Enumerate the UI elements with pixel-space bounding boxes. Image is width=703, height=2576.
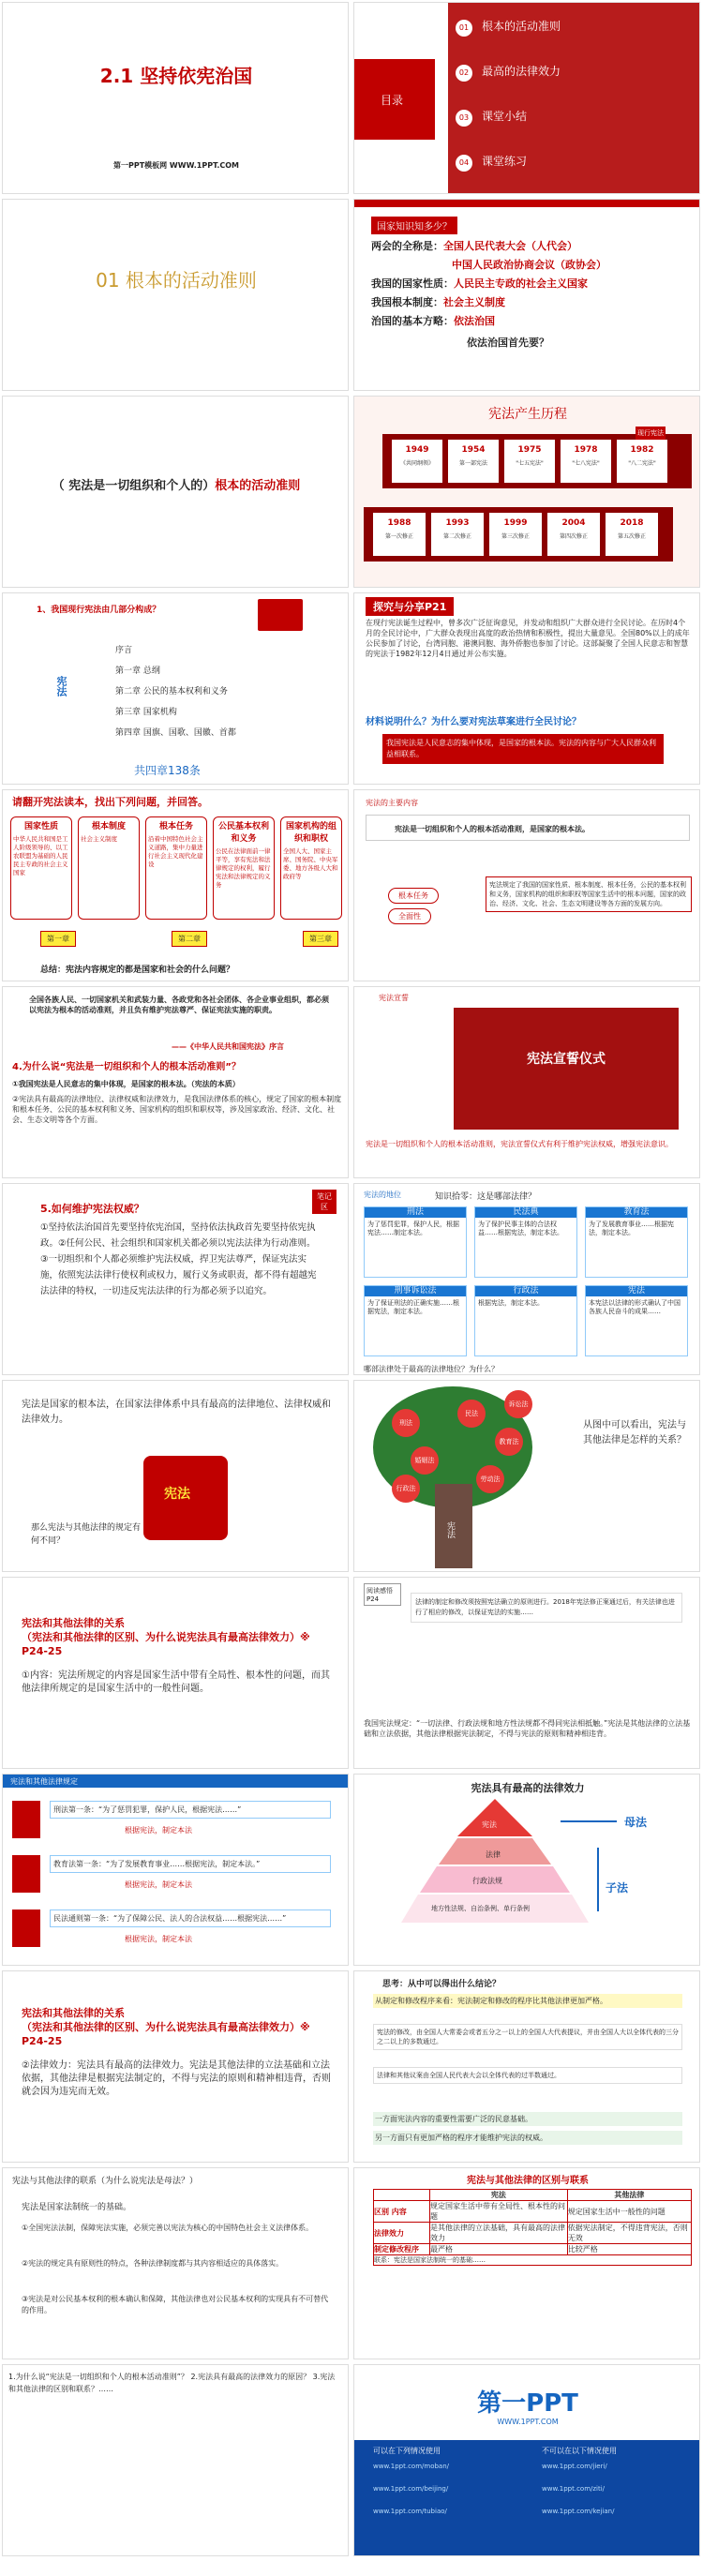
section-heading: 01 根本的活动准则 — [96, 269, 257, 292]
red-book-image — [258, 599, 303, 631]
history-title: 宪法产生历程 — [488, 407, 567, 422]
history-amend-label: 第二次修正 — [442, 533, 471, 540]
conclusion-point-1: 从制定和修改程序来看：宪法制定和修改的程序比其他法律更加严格。 — [373, 1994, 682, 2008]
reading2-tag: 阅读感悟 P24 — [364, 1583, 401, 1606]
reading-chapter-tag: 第一章 — [40, 931, 76, 947]
slide-law-examples — [2, 1774, 349, 1966]
end-link[interactable]: www.1ppt.com/tubiao/ — [373, 2508, 447, 2515]
end-h2: 不可以在以下情况使用 — [542, 2447, 617, 2455]
fundamental-book: 宪法 — [164, 1487, 190, 1502]
toc-item-4[interactable]: 04 课堂练习 — [456, 151, 527, 172]
tree-trunk-label: 宪法 — [445, 1521, 455, 1538]
preamble-text: 全国各族人民、一切国家机关和武装力量、各政党和各社会团体、各企业事业组织，都必须以宪法为根本的活动准则，并且负有维护宪法尊严、保证宪法实施的职责。 — [29, 996, 329, 1014]
content-p1: 宪法是一切组织和个人的根本活动准则，是国家的根本法。 — [395, 825, 590, 833]
law-card-body: 为了保证刑法的正确实施……根据宪法，制定本法。 — [367, 1299, 459, 1315]
history-amend-year: 1999 — [503, 518, 528, 528]
history-year-label: 第一部宪法 — [458, 460, 487, 467]
slide-summary — [2, 2364, 349, 2556]
history-year: 1975 — [517, 445, 542, 455]
reading-column-head: 根本制度 — [91, 822, 126, 831]
tree-fruit: 婚姻法 — [411, 1446, 439, 1475]
law-card-body: 为了惩罚犯罪，保护人民，根据宪法……制定本法。 — [367, 1221, 459, 1236]
pyramid-mother-label: 母法 — [624, 1816, 648, 1829]
link-item-3: ③宪法是对公民基本权利的根本确认和保障，其他法律也对公民基本权利的实现具有不可替代的作用。 — [22, 2295, 329, 2314]
law-example-row — [12, 1906, 340, 1954]
law-card — [585, 1285, 688, 1356]
tree-fruit: 民法 — [457, 1400, 486, 1428]
slide-activity-rule: （ 宪法是一切组织和个人的）根本的活动准则 — [2, 396, 349, 588]
history-amend-1993 — [431, 513, 484, 556]
law-card-title: 刑事诉讼法 — [365, 1286, 466, 1296]
preamble-answer-1: ①我国宪法是人民意志的集中体现，是国家的根本法。（宪法的本质） — [12, 1080, 240, 1088]
end-link[interactable]: www.1ppt.com/jieri/ — [542, 2463, 607, 2470]
relation2-subheading: （宪法和其他法律的区别、为什么说宪法具有最高法律效力）※ P24-25 — [22, 2021, 310, 2047]
toc-item-3[interactable]: 03 课堂小结 — [456, 106, 527, 127]
law-example-basis: 根据宪法，制定本法 — [125, 1880, 192, 1889]
relation1-heading: 宪法和其他法律的关系 — [22, 1617, 125, 1629]
link-item-1: ①全国宪法法制，保障宪法实施，必须完善以宪法为核心的中国特色社会主义法律体系。 — [22, 2224, 314, 2232]
end-link[interactable]: www.1ppt.com/beijing/ — [373, 2485, 449, 2493]
slide-reading-2 — [353, 1577, 700, 1769]
pyramid-level-1: 宪法 — [482, 1820, 497, 1829]
explore-body: 在现行宪法诞生过程中，曾多次广泛征询意见，并发动和组织广大群众进行全民讨论。在历时4个月的全民讨论中，广大群众表现出高度的政治热情和积极性，提出大量意见。全国80%以上的成年公民参加了讨论，台湾同胞、港澳同胞、海外侨胞也参加了讨论。这部凝聚了全国人民意志和智慧的宪法于1982年12月4日通过并公布实施。 — [366, 619, 690, 658]
slide-oath — [353, 986, 700, 1178]
reading-chapter-tag: 第二章 — [172, 931, 207, 947]
law-card-body: 为了保护民事主体的合法权益……根据宪法，制定本法。 — [478, 1221, 563, 1236]
law-book-icon — [12, 1801, 40, 1838]
law-book-icon — [12, 1855, 40, 1893]
slide-conclusion — [353, 1970, 700, 2163]
conclusion-point-2: 宪法的修改，由全国人大常委会或者五分之一以上的全国人大代表提议，并由全国人大以全体代表的三分之二以上的多数通过。 — [373, 2024, 682, 2050]
subtitle: 第一PPT模板网 WWW.1PPT.COM — [112, 161, 240, 170]
law-book-icon — [12, 1910, 40, 1947]
history-year: 1949 — [405, 445, 429, 455]
relation2-heading: 宪法和其他法律的关系 — [22, 2007, 125, 2019]
pyramid-child-label: 子法 — [606, 1881, 629, 1895]
fundamental-text: 宪法是国家的根本法，在国家法律体系中具有最高的法律地位、法律权威和法律效力。 — [22, 1400, 331, 1425]
oath-tag: 宪法宣誓 — [379, 994, 409, 1002]
content-button-1[interactable]: 根本任务 — [388, 888, 439, 904]
conclusion-bullet-2: 另一方面只有更加严格的程序才能维护宪法的权威。 — [373, 2131, 682, 2145]
pyramid-level-3: 行政法规 — [472, 1877, 502, 1885]
law-example-text: 教育法第一条：“为了发展教育事业……根据宪法，制定本法。” — [50, 1855, 331, 1873]
law-card-title: 宪法 — [586, 1286, 687, 1296]
toc-item-1[interactable]: 01 根本的活动准则 — [456, 16, 561, 37]
reading-column-body: 公民在法律面前一律平等，享有宪法和法律规定的权利，履行宪法和法律规定的义务 — [216, 847, 271, 889]
preamble-question: 4.为什么说“宪法是一切组织和个人的根本活动准则”？ — [12, 1062, 241, 1072]
history-year-1978 — [561, 440, 611, 483]
history-amend-label: 第五次修正 — [617, 533, 646, 540]
content-note: 宪法规定了我国的国家性质、根本制度、根本任务，公民的基本权利和义务，国家机构的组织和职权等国家生活中的根本问题，国家的政治、经济、文化、社会、生态文明建设等各方面的发展方向。 — [486, 876, 692, 912]
end-h1: 可以在下列情况使用 — [373, 2447, 441, 2455]
history-amend-1999 — [489, 513, 542, 556]
conclusion-point-3: 法律和其他议案由全国人民代表大会以全体代表的过半数通过。 — [373, 2067, 682, 2084]
law-card — [585, 1206, 688, 1278]
link-item-2: ②宪法的规定具有原则性的特点，各种法律制度都与其内容相适应的具体落实。 — [22, 2259, 284, 2268]
which-question: 知识拾零：这是哪部法律？ — [435, 1192, 537, 1202]
history-year-label: "八二宪法" — [628, 460, 656, 467]
toc-item-2[interactable]: 02 最高的法律效力 — [456, 61, 561, 82]
note-tab: 笔记区 — [312, 1190, 337, 1214]
history-amend-label: 第一次修正 — [384, 533, 413, 540]
oath-caption: 宪法是一切组织和个人的根本活动准则，宪法宣誓仪式有利于维护宪法权威，增强宪法意识。 — [366, 1140, 673, 1148]
slide-explore — [353, 592, 700, 785]
book-label: 宪法 — [55, 676, 67, 696]
slide-pyramid — [353, 1774, 700, 1966]
history-year: 1982 — [630, 445, 654, 455]
law-example-text: 刑法第一条：“为了惩罚犯罪，保护人民，根据宪法……” — [50, 1801, 331, 1819]
link-p1: 宪法是国家法制统一的基础。 — [22, 2203, 132, 2212]
pyramid-title: 宪法具有最高的法律效力 — [471, 1782, 585, 1794]
reading-column-body: 全国人大、国家主席、国务院、中央军委、地方各级人大和政府等 — [283, 847, 338, 880]
relation1-answer: ①内容：宪法所规定的内容是国家生活中带有全局性、根本性的问题，而其他法律所规定的是国家生活中的一般性问题。 — [22, 1670, 330, 1694]
preamble-source: ——《中华人民共和国宪法》序言 — [172, 1042, 284, 1051]
slide-which-law — [353, 1183, 700, 1375]
reading-column-head: 根本任务 — [158, 822, 193, 831]
slide-toc — [353, 2, 700, 194]
slide-title — [2, 2, 349, 194]
history-amend-year: 2018 — [620, 518, 644, 528]
reading-title: 请翻开宪法读本，找出下列问题，并回答。 — [12, 796, 208, 808]
content-tag: 宪法的主要内容 — [366, 799, 418, 807]
examples-title: 宪法和其他法律规定 — [3, 1775, 349, 1788]
history-year-label: 《共同纲领》 — [399, 460, 434, 467]
reading-question: 总结：宪法内容规定的都是国家和社会的什么问题？ — [40, 966, 235, 975]
law-card-title: 民法典 — [475, 1207, 576, 1218]
slide-relation-2 — [2, 1970, 349, 2163]
tree-fruit: 行政法 — [392, 1475, 420, 1503]
explore-question: 材料说明什么？为什么要对宪法草案进行全民讨论？ — [366, 717, 581, 727]
tree-fruit: 劳动法 — [476, 1465, 504, 1493]
end-link[interactable]: www.1ppt.com/ziti/ — [542, 2485, 606, 2493]
pyramid-diagram — [354, 1799, 700, 1966]
tree-fruit: 诉讼法 — [504, 1390, 532, 1418]
law-example-row — [12, 1797, 340, 1846]
tree-question: 从图中可以看出，宪法与其他法律是怎样的关系？ — [583, 1420, 686, 1445]
reading-column-body: 社会主义制度 — [81, 835, 117, 843]
slide-link — [2, 2167, 349, 2359]
slide-knowledge: 国家知识知多少？ 两会的全称是：全国人民代表大会（人代会） 中国人民政治协商会议（政协会） 我国的国家性质：人民民主专政的社会主义国家 我国根本制度：社会主义制度 治国的基本方略：依法治国 依法治国首先要？ — [353, 199, 700, 391]
end-url: WWW.1PPT.COM — [497, 2418, 559, 2426]
law-card — [474, 1285, 577, 1356]
tree-fruit: 教育法 — [495, 1428, 523, 1456]
reading2-text: 我国宪法规定：“一切法律、行政法规和地方性法规都不得同宪法相抵触。”宪法是其他法律的立法基础和立法依据，其他法律根据宪法制定，不得与宪法的原则和精神相违背。 — [364, 1719, 691, 1738]
slide-history — [353, 396, 700, 588]
law-card-body: 为了发展教育事业……根据宪法，制定本法。 — [589, 1221, 674, 1236]
which-tag: 宪法的地位 — [364, 1191, 401, 1199]
history-amend-year: 2004 — [561, 518, 586, 528]
history-year-1949 — [392, 440, 442, 483]
which-question-2: 哪部法律处于最高的法律地位？为什么？ — [364, 1365, 499, 1373]
reading-column — [145, 816, 207, 920]
structure-list: 序言 第一章 总纲 第二章 公民的基本权利和义务 第三章 国家机构 第四章 国旗、国歌、国徽、首都 — [115, 646, 236, 738]
protect-question: 5.如何维护宪法权威？ — [40, 1203, 144, 1215]
protect-answer: ①坚持依法治国首先要坚持依宪治国，坚持依法执政首先要坚持依宪执政。②任何公民、社会组织和国家机关都必须以宪法法律为行动准则。③一切组织和个人都必须维护宪法权威，捍卫宪法尊严，保证宪法实施，依照宪法法律行使权利或权力，履行义务或职责，都不得有超越宪法法律的特权，一切违反宪法法律的行为都必须予以追究。 — [40, 1222, 317, 1296]
reading-column-body: 中华人民共和国是工人阶级领导的、以工农联盟为基础的人民民主专政的社会主义国家 — [13, 835, 68, 876]
slide-tree — [353, 1380, 700, 1572]
reading-column — [10, 816, 72, 920]
law-card — [474, 1206, 577, 1278]
history-year-label: "七八宪法" — [572, 460, 600, 467]
oath-photo — [454, 1008, 679, 1130]
link-question: 宪法与其他法律的联系（为什么说宪法是母法？） — [12, 2177, 199, 2186]
content-button-2[interactable]: 全面性 — [388, 908, 431, 924]
structure-question: 1、我国现行宪法由几部分构成？ — [37, 606, 161, 615]
law-card — [364, 1285, 467, 1356]
history-year: 1954 — [461, 445, 486, 455]
slide-main-content — [353, 789, 700, 981]
history-year: 1978 — [574, 445, 598, 455]
history-amend-label: 第三次修正 — [501, 533, 530, 540]
history-current-badge: 现行宪法 — [636, 427, 666, 440]
knowledge-badge: 国家知识知多少？ — [371, 217, 457, 234]
toc-label: 目录 — [381, 94, 404, 107]
law-example-row — [12, 1851, 340, 1900]
law-card-title: 行政法 — [475, 1286, 576, 1296]
history-amend-1988 — [373, 513, 426, 556]
relation1-subheading: （宪法和其他法律的区别、为什么说宪法具有最高法律效力）※ P24-25 — [22, 1631, 310, 1657]
slide-protect — [2, 1183, 349, 1375]
law-card-body: 本宪法以法律的形式确认了中国各族人民奋斗的成果…… — [589, 1299, 681, 1315]
law-example-basis: 根据宪法，制定本法 — [125, 1935, 192, 1943]
slide-table — [353, 2167, 700, 2359]
pyramid-level-4: 地方性法规、自治条例、单行条例 — [431, 1905, 530, 1912]
slide-reading — [2, 789, 349, 981]
end-link[interactable]: www.1ppt.com/moban/ — [373, 2463, 450, 2470]
slide-section-heading — [2, 199, 349, 391]
oath-screen-text: 宪法宣誓仪式 — [527, 1052, 606, 1067]
compare-table: 宪法 其他法律 区别 内容 规定国家生活中带有全局性、根本性的问题 规定国家生活中一般性的问题 法律效力 是其他法律的立法基础，具有最高的法律效力 依据宪法制定，不得违背宪法，否则无效 制定修改程序 最严格 比较严格 联系：宪法是国家法制统一的基础…… — [373, 2189, 692, 2266]
fundamental-question: 那么宪法与其他法律的规定有何不同？ — [31, 1523, 142, 1546]
law-card-body: 根据宪法，制定本法。 — [478, 1299, 544, 1307]
reading2-body: 法律的制定和修改须按照宪法确立的原则进行。2018年宪法修正案通过后，有关法律也进行了相应的修改，以保证宪法的实施…… — [411, 1593, 682, 1623]
preamble-answer-2: ②宪法具有最高的法律地位、法律权威和法律效力，是我国法律体系的核心，规定了国家的根本制度和根本任务、公民的基本权利和义务、国家机构的组织和职权等，涉及国家政治、经济、文化、社会、生态文明等各个方面。 — [12, 1095, 342, 1124]
history-amend-2018 — [606, 513, 658, 556]
history-amend-year: 1993 — [445, 518, 470, 528]
table-title: 宪法与其他法律的区别与联系 — [467, 2176, 589, 2186]
history-amend-label: 第四次修正 — [559, 533, 588, 540]
history-year-1982 — [617, 440, 667, 483]
law-card — [364, 1206, 467, 1278]
knowledge-question: 依法治国首先要？ — [467, 337, 549, 349]
slide-preamble — [2, 986, 349, 1178]
law-card-title: 刑法 — [365, 1207, 466, 1218]
slide-relation-1 — [2, 1577, 349, 1769]
conclusion-bullet-1: 一方面宪法内容的重要性需要广泛的民意基础。 — [373, 2112, 682, 2126]
page-title: 2.1 坚持依宪治国 — [99, 65, 253, 87]
summary-text: 1.为什么说“宪法是一切组织和个人的根本活动准则”？ 2.宪法具有最高的法律效力的原因？ 3.宪法和其他法律的区别和联系？…… — [8, 2373, 336, 2393]
history-year-1975 — [504, 440, 555, 483]
reading-column — [213, 816, 275, 920]
slide-fundamental — [2, 1380, 349, 1572]
slide-end — [353, 2364, 700, 2556]
history-year-label: "七五宪法" — [516, 460, 544, 467]
law-example-basis: 根据宪法，制定本法 — [125, 1826, 192, 1835]
slide-structure — [2, 592, 349, 785]
reading-column — [78, 816, 140, 920]
pyramid-level-2: 法律 — [486, 1850, 501, 1859]
structure-total: 共四章138条 — [134, 764, 201, 777]
end-link[interactable]: www.1ppt.com/kejian/ — [542, 2508, 615, 2515]
history-amend-2004 — [547, 513, 600, 556]
reading-column-head: 公民基本权利和义务 — [217, 822, 269, 844]
reading-column — [280, 816, 342, 920]
history-year-1954 — [448, 440, 499, 483]
reading-column-head: 国家机构的组织和职权 — [285, 822, 337, 844]
reading-column-head: 国家性质 — [23, 822, 58, 831]
history-amend-year: 1988 — [387, 518, 411, 528]
relation2-answer: ②法律效力：宪法具有最高的法律效力。宪法是其他法律的立法基础和立法依据，其他法律是根据宪法制定的，不得与宪法的原则和精神相违背，否则就会因为违宪而无效。 — [22, 2060, 331, 2097]
tree-fruit: 刑法 — [392, 1409, 420, 1437]
law-card-title: 教育法 — [586, 1207, 687, 1218]
reading-chapter-tag: 第三章 — [303, 931, 338, 947]
explore-title: 探究与分享P21 — [366, 597, 454, 616]
explore-answer: 我国宪法是人民意志的集中体现，是国家的根本法。宪法的内容与广大人民群众利益相联系。 — [382, 734, 664, 764]
end-logo: 第一PPT — [477, 2389, 578, 2418]
conclusion-question: 思考：从中可以得出什么结论？ — [382, 1980, 501, 1989]
reading-column-body: 沿着中国特色社会主义道路，集中力量进行社会主义现代化建设 — [148, 835, 203, 868]
law-example-text: 民法通则第一条：“为了保障公民、法人的合法权益……根据宪法……” — [50, 1910, 331, 1927]
